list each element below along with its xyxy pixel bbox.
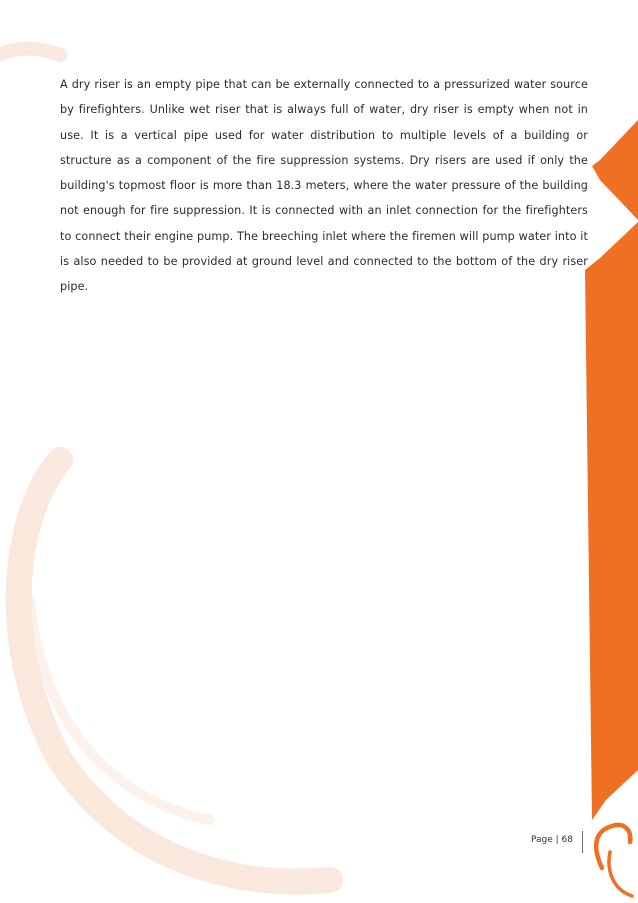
orange-side-band bbox=[585, 120, 638, 820]
brush-logo-icon bbox=[596, 825, 632, 896]
page-number: Page | 68 bbox=[531, 835, 573, 845]
page-footer bbox=[490, 831, 583, 853]
body-paragraph: A dry riser is an empty pipe that can be externally connected to a pressurized water source by firefighters. Unlike wet riser that is always full of water, dry riser is empty when not in use. It is a vertical pipe used for water distribution to multiple levels of a building or structure as a component of the fire suppression systems. Dry risers are used if only the building's topmost floor is more than 18.3 meters, where the water pressure of the building not enough for fire suppression. It is connected with an inlet connection for the firefighters to connect their engine pump. The breeching inlet where the firemen will pump water into it is also needed to be provided at ground level and connected to the bottom of the dry riser pipe. bbox=[60, 78, 588, 294]
